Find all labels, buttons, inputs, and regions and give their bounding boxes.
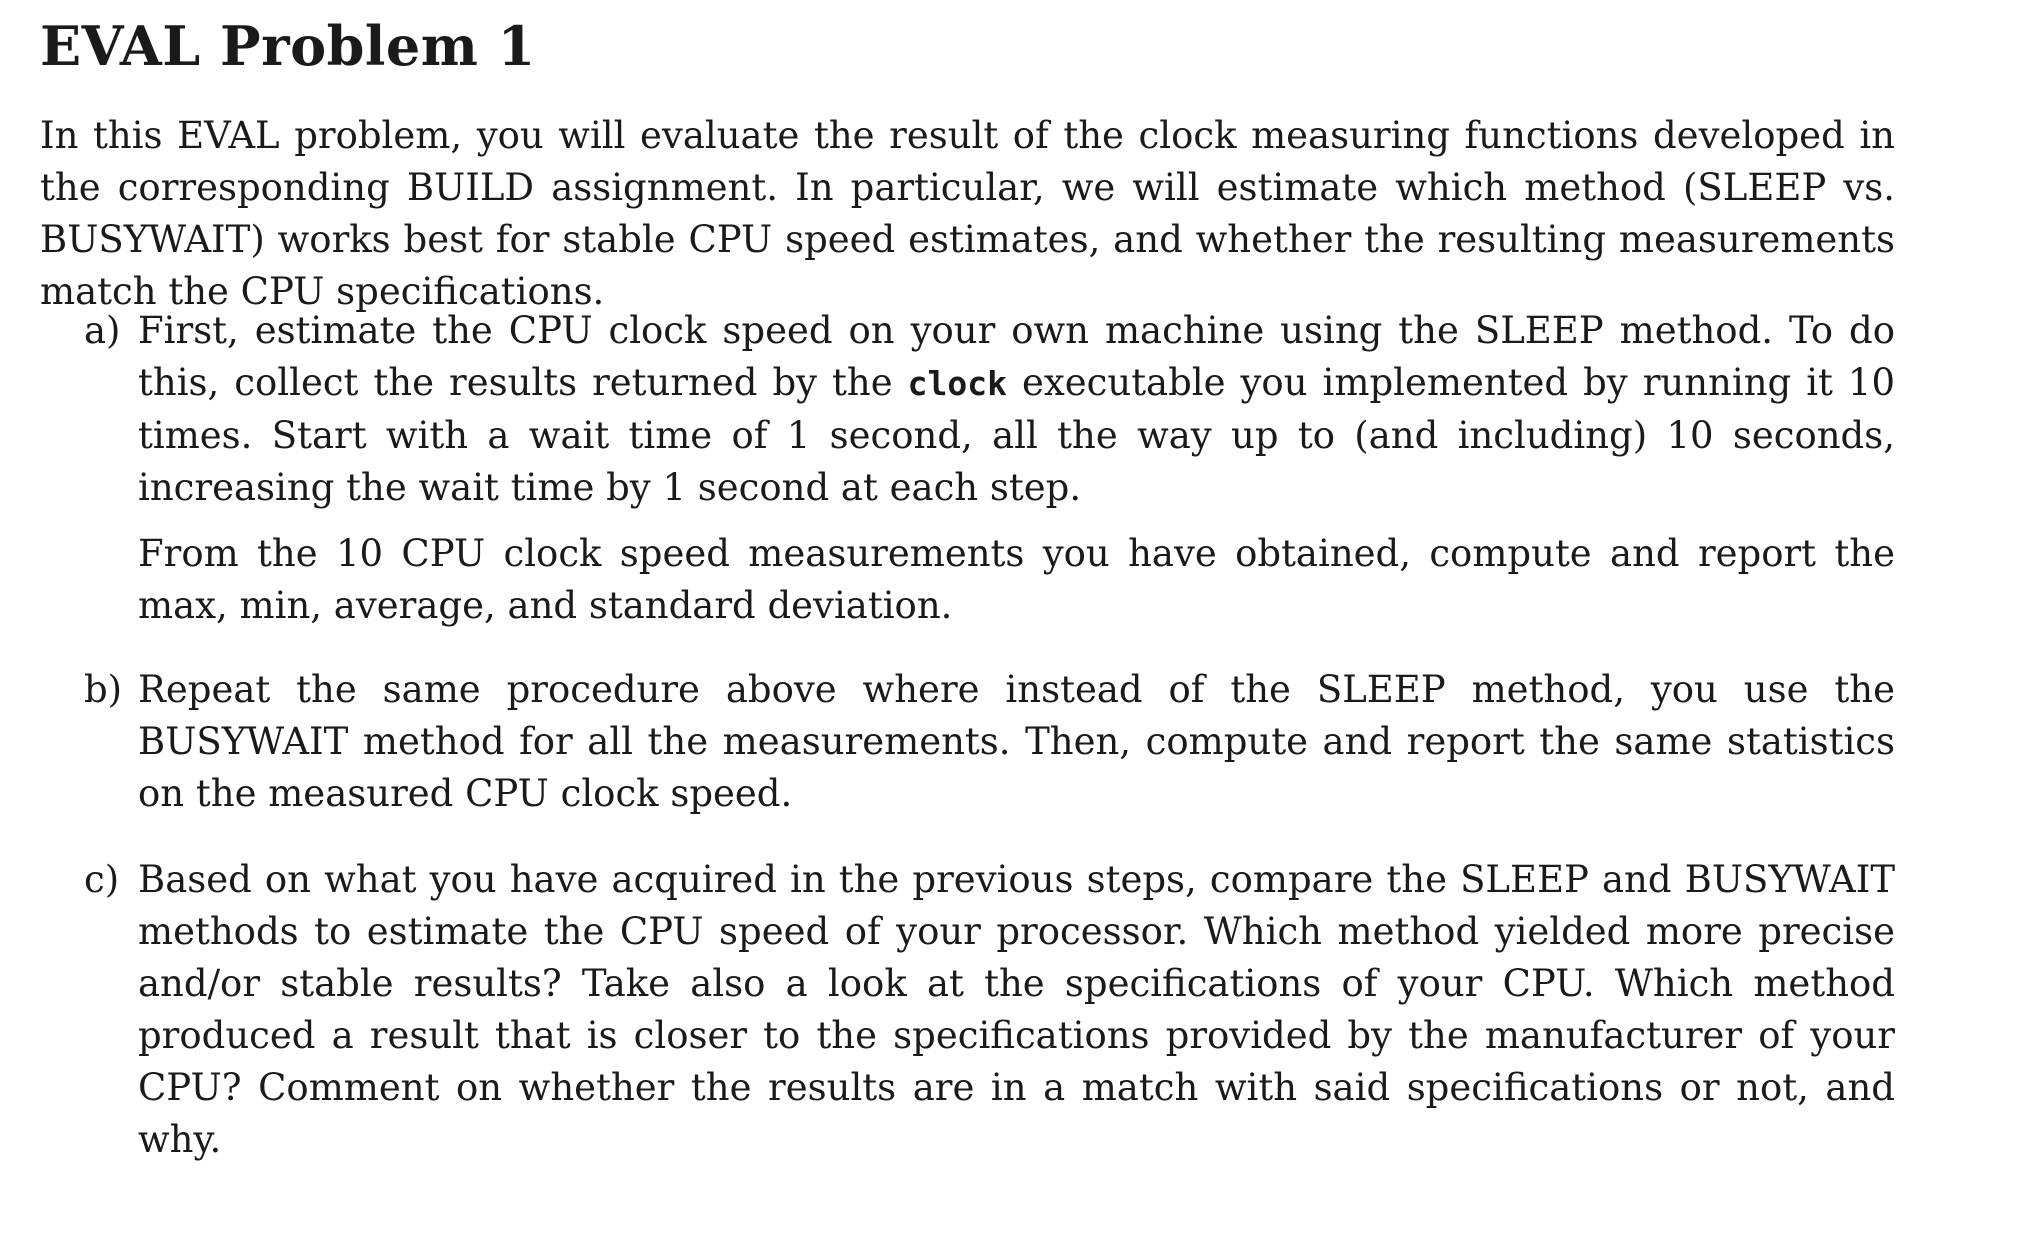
item-b-paragraph: Repeat the same procedure above where instead of the SLEEP method, you use the BUSYWAIT method for all the measurements. Then, compute and report the same statistics on the measured CPU clock speed.	[138, 668, 1895, 815]
item-a-text-2: executable you implemented by running it 10 times. Start with a wait time of 1 second, all the way up to (and including) 10 seconds, increasing the wait time by 1 second at each step.	[138, 361, 1895, 509]
item-c-paragraph: Based on what you have acquired in the previous steps, compare the SLEEP and BUSYWAIT methods to estimate the CPU speed of your processor. Which method yielded more precise and/or stable results? Take also a look at the specifications of your CPU. Which method produced a result that is closer to the specifications provided by the manufacturer of your CPU? Comment on whether the results are in a match with said specifications or not, and why.	[138, 858, 1895, 1161]
item-a-paragraph-1	[138, 305, 1895, 514]
clock-code: clock	[907, 364, 1007, 403]
item-b-marker: b)	[84, 668, 123, 711]
problem-title: EVAL Problem 1	[40, 14, 536, 78]
problem-items	[40, 305, 1895, 1166]
item-a-text-1: First, estimate the CPU clock speed on your own machine using the SLEEP method. To do this, collect the results returned by the	[138, 309, 1895, 404]
intro-paragraph: In this EVAL problem, you will evaluate the result of the clock measuring functions developed in the corresponding BUILD assignment. In particular, we will estimate which method (SLEEP vs. BUSYWAIT) works best for stable CPU speed estimates, and whether the resulting measurements match the CPU specifications.	[40, 114, 1895, 313]
item-c-marker: c)	[84, 858, 120, 901]
item-a	[40, 305, 1895, 632]
item-b	[40, 664, 1895, 820]
item-a-paragraph-2: From the 10 CPU clock speed measurements you have obtained, compute and report the max, min, average, and standard deviation.	[138, 532, 1895, 627]
item-a-marker: a)	[84, 309, 121, 352]
item-c	[40, 854, 1895, 1166]
